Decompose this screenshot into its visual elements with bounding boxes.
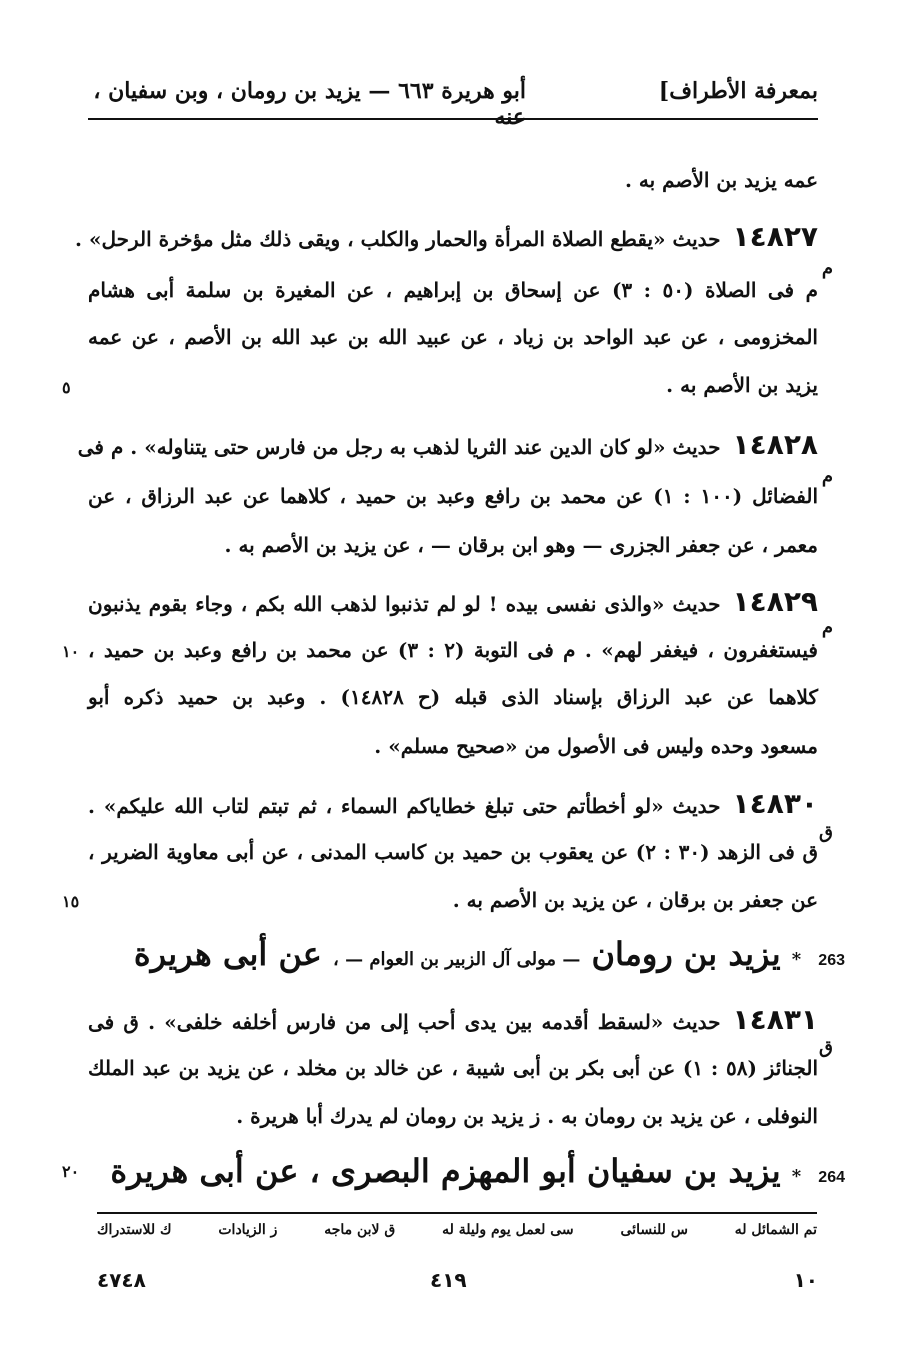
text-line: عمه يزيد بن الأصم به . (625, 168, 818, 192)
margin-siglum: ق (819, 1037, 833, 1058)
abbreviation-item: سى لعمل يوم وليلة له (442, 1222, 574, 1238)
abbreviation-key (97, 1222, 817, 1238)
text-line: الفضائل (١٠٠ : ١) عن محمد بن رافع وعبد بن حميد ، كلاهما عن عبد الرزاق ، عن (88, 484, 819, 508)
hadith-14831-line (88, 1003, 818, 1036)
hadith-text: حديث «لو أخطأتم حتى تبلغ خطاياكم السماء ، ثم تبتم لتاب الله عليكم» . (88, 794, 721, 818)
footer-divider (97, 1212, 817, 1214)
margin-siglum: م (821, 617, 833, 638)
margin-line-number: ٢٠ (62, 1162, 80, 1181)
section-title-name: يزيد بن رومان (591, 935, 781, 973)
hadith-14830-line (88, 787, 818, 820)
header-book-title: بمعرفة الأطراف] (658, 78, 818, 104)
text-line: معمر ، عن جعفر الجزرى — وهو ابن برقان — ، عن يزيد بن الأصم به . (224, 533, 818, 557)
text-line: عن جعفر بن برقان ، عن يزيد بن الأصم به . (452, 888, 818, 912)
section-number: 264 (818, 1169, 845, 1186)
section-title: يزيد بن سفيان أبو المهزم البصرى ، عن أبى هريرة (110, 1152, 781, 1190)
section-title-note: — مولى آل الزبير بن العوام — ، (333, 949, 581, 970)
hadith-14828-line (77, 428, 818, 461)
text-line: م فى الصلاة (٥٠ : ٣) عن إسحاق بن إبراهيم ، عن المغيرة بن سلمة أبى هشام (88, 278, 818, 302)
text-line: ق فى الزهد (٣٠ : ٢) عن يعقوب بن حميد بن كاسب المدنى ، عن أبى معاوية الضرير ، (88, 840, 818, 864)
section-star: * (791, 949, 802, 970)
abbreviation-item: س للنسائى (620, 1222, 688, 1238)
hadith-14829-line (88, 585, 818, 618)
text-line: المخزومى ، عن عبد الواحد بن زياد ، عن عبيد الله بن عبد الله بن الأصم ، عن عمه (88, 325, 818, 349)
margin-siglum: م (821, 466, 833, 487)
hadith-text: حديث «والذى نفسى بيده ! لو لم تذنبوا لذهب الله بكم ، وجاء بقوم يذنبون (88, 592, 721, 616)
hadith-number: ١٤٨٢٩ (732, 585, 818, 618)
hadith-number: ١٤٨٢٨ (732, 428, 818, 461)
hadith-14827-line (75, 220, 818, 253)
section-heading-264 (110, 1152, 845, 1190)
text-line: مسعود وحده وليس فى الأصول من «صحيح مسلم» . (374, 734, 818, 758)
header-section-title: أبو هريرة ٦٦٣ — يزيد بن رومان ، وبن سفيان ، عنه (93, 78, 526, 130)
section-title-source: عن أبى هريرة (133, 935, 322, 973)
margin-line-number: ٥ (62, 378, 71, 397)
section-number: 263 (818, 952, 845, 969)
abbreviation-item: ق لابن ماجه (324, 1222, 396, 1238)
margin-line-number: ١٠ (62, 642, 80, 661)
hadith-text: حديث «لسقط أقدمه بين يدى أحب إلى من فارس أخلفه خلفى» . ق فى (88, 1010, 721, 1034)
text-line: يزيد بن الأصم به . (666, 373, 818, 397)
index-number: ٤٧٤٨ (97, 1268, 146, 1292)
text-line: فيستغفرون ، فيغفر لهم» . م فى التوبة (٢ : ٣) عن محمد بن رافع وعبد بن حميد ، (88, 638, 818, 662)
abbreviation-item: تم الشمائل له (734, 1222, 817, 1238)
text-line: كلاهما عن عبد الرزاق بإسناد الذى قبله (ح ١٤٨٢٨) . وعبد بن حميد ذكره أبو (88, 685, 818, 709)
hadith-number: ١٤٨٣٠ (732, 787, 818, 820)
hadith-number: ١٤٨٢٧ (732, 220, 818, 253)
margin-siglum: ق (819, 822, 833, 843)
page-number: ٤١٩ (430, 1268, 467, 1292)
abbreviation-item: ك للاستدراك (97, 1222, 172, 1238)
text-line: الجنائز (٥٨ : ١) عن أبى بكر بن أبى شيبة ، عن خالد بن مخلد ، عن يزيد بن عبد الملك (88, 1056, 819, 1080)
hadith-number: ١٤٨٣١ (732, 1003, 818, 1036)
hadith-text: حديث «يقطع الصلاة المرأة والحمار والكلب ، ويقى ذلك مثل مؤخرة الرحل» . (75, 227, 721, 251)
section-heading-263 (134, 935, 845, 973)
running-header (88, 68, 818, 130)
abbreviation-item: ز الزيادات (218, 1222, 278, 1238)
margin-siglum: م (821, 258, 833, 279)
section-star: * (791, 1166, 802, 1187)
text-line: النوفلى ، عن يزيد بن رومان به . ز يزيد بن رومان لم يدرك أبا هريرة . (236, 1104, 818, 1128)
hadith-text: حديث «لو كان الدين عند الثريا لذهب به رجل من فارس حتى يتناوله» . م فى (77, 435, 721, 459)
margin-line-number: ١٥ (62, 892, 80, 911)
volume-number: ١٠ (793, 1268, 818, 1292)
